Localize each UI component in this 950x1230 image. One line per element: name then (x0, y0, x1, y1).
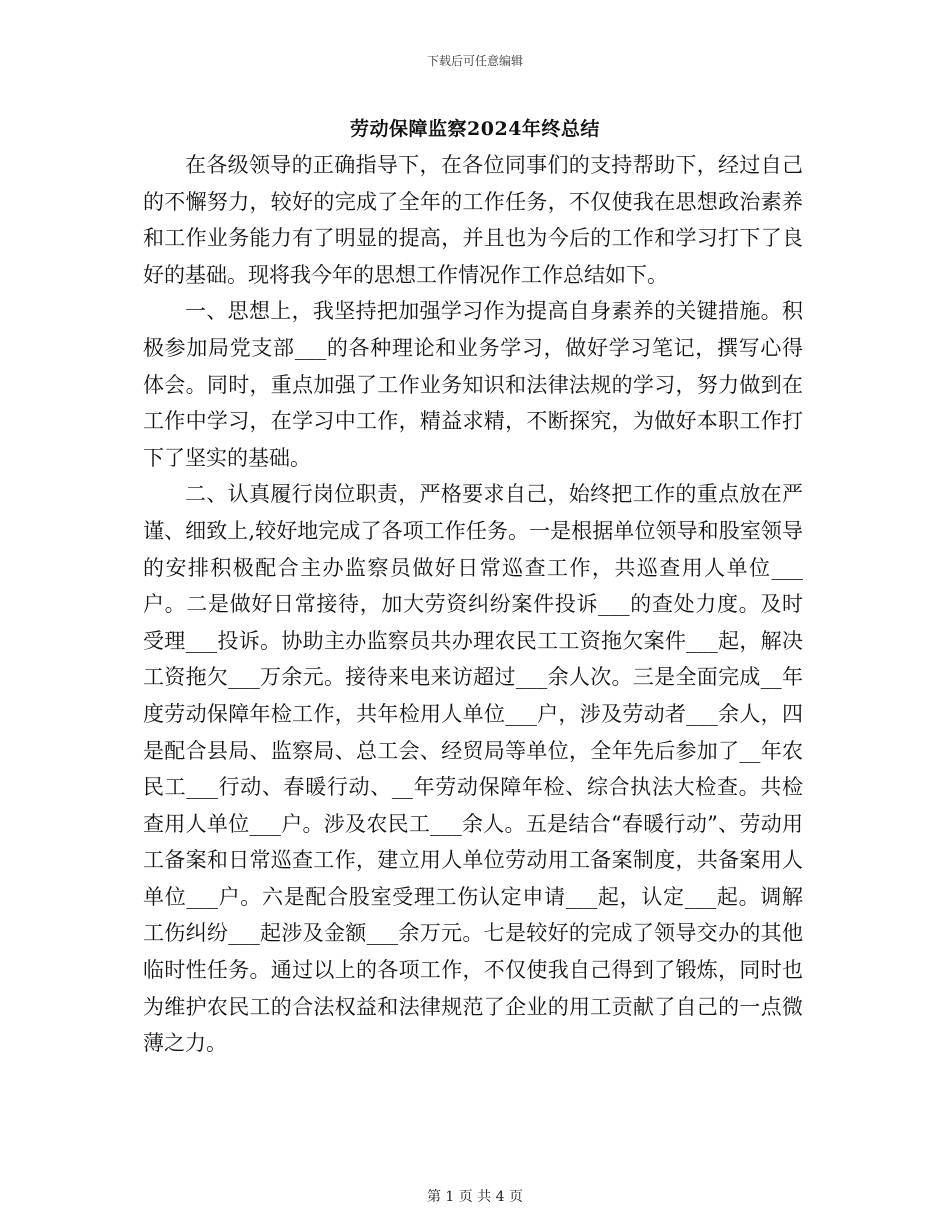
paragraph-duties: 二、认真履行岗位职责，严格要求自己，始终把工作的重点放在严谨、细致上,较好地完成了各项工作任务。一是根据单位领导和股室领导的安排积极配合主办监察员做好日常巡查工作，共巡查用人单位___户。二是做好日常接待，加大劳资纠纷案件投诉___的查处力度。及时受理___投诉。协助主办监察员共办理农民工工资拖欠案件___起，解决工资拖欠___万余元。接待来电来访超过___余人次。三是全面完成__年度劳动保障年检工作，共年检用人单位___户，涉及劳动者___余人，四是配合县局、监察局、总工会、经贸局等单位，全年先后参加了__年农民工___行动、春暖行动、__年劳动保障年检、综合执法大检查。共检查用人单位___户。涉及农民工___余人。五是结合“春暖行动”、劳动用工备案和日常巡查工作，建立用人单位劳动用工备案制度，共备案用人单位___户。六是配合股室受理工伤认定申请___起，认定___起。调解工伤纠纷___起涉及金额___余万元。七是较好的完成了领导交办的其他临时性任务。通过以上的各项工作，不仅使我自己得到了锻炼，同时也为维护农民工的合法权益和法律规范了企业的用工贡献了自己的一点微薄之力。 (143, 482, 803, 1056)
document-title: 劳动保障监察2024年终总结 (350, 118, 600, 140)
paragraph-intro: 在各级领导的正确指导下，在各位同事们的支持帮助下，经过自己的不懈努力，较好的完成了全年的工作任务，不仅使我在思想政治素养和工作业务能力有了明显的提高，并且也为今后的工作和学习打下了良好的基础。现将我今年的思想工作情况作工作总结如下。 (143, 153, 803, 287)
paragraph-ideology: 一、思想上，我坚持把加强学习作为提高自身素养的关键措施。积极参加局党支部___的各种理论和业务学习，做好学习笔记，撰写心得体会。同时，重点加强了工作业务知识和法律法规的学习，努力做到在工作中学习，在学习中工作，精益求精，不断探究，为做好本职工作打下了坚实的基础。 (143, 299, 803, 470)
page-header-note: 下载后可任意编辑 (426, 54, 523, 68)
page-number: 第 1 页 共 4 页 (426, 1189, 524, 1205)
document-body (143, 147, 803, 1062)
